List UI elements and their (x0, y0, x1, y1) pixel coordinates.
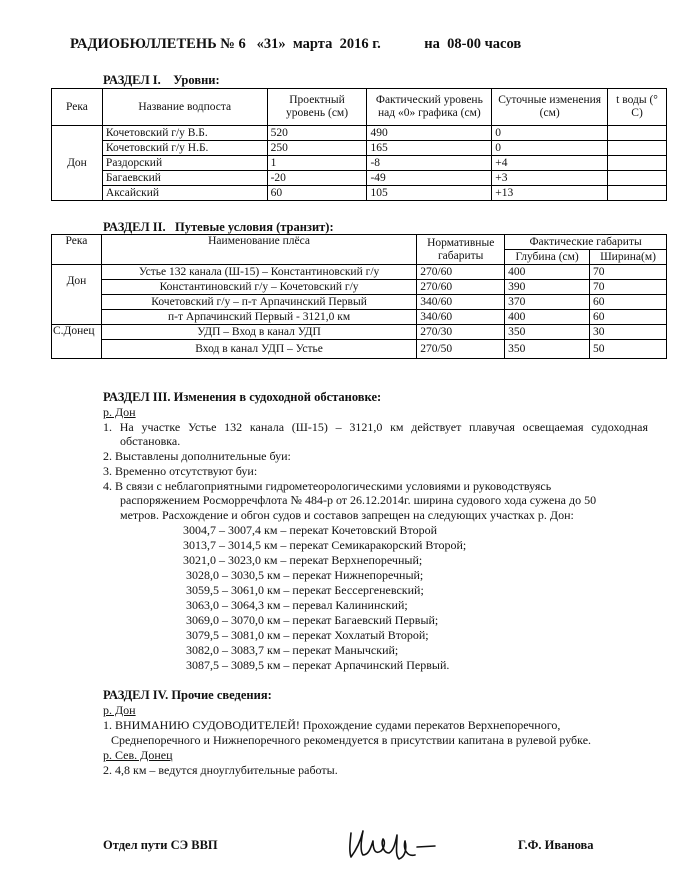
signature-mark (345, 825, 440, 865)
water-temp (608, 171, 667, 186)
signer-name: Г.Ф. Иванова (518, 838, 594, 852)
fact-width: 60 (590, 295, 667, 310)
section3-item4-cont1: распоряжением Росморречфлота № 484-р от 26.12.2014г. ширина судового хода сужена до 50 (120, 493, 597, 507)
fact-depth: 350 (505, 325, 590, 340)
water-temp (608, 156, 667, 171)
reach-name: Константиновский г/у – Кочетовский г/у (101, 280, 416, 295)
table-row (52, 141, 667, 156)
restricted-segment: 3087,5 – 3089,5 км – перекат Арпачинский Первый. (186, 658, 450, 672)
levels-header-river: Река (52, 89, 103, 126)
levels-header-name: Название водпоста (102, 89, 267, 126)
daily-change: +3 (492, 171, 608, 186)
station-name: Багаевский (102, 171, 267, 186)
table-row (52, 171, 667, 186)
daily-change: +13 (492, 186, 608, 201)
station-name: Кочетовский г/у Н.Б. (102, 141, 267, 156)
levels-header-daily: Суточные изменения (см) (492, 89, 608, 126)
fact-width: 70 (590, 280, 667, 295)
transit-header-row (52, 235, 667, 250)
daily-change: 0 (492, 126, 608, 141)
restricted-segment: 3063,0 – 3064,3 км – перевал Калининский; (186, 598, 408, 612)
levels-river-don: Дон (52, 126, 103, 201)
section3-river: р. Дон (103, 405, 136, 419)
bulletin-title: РАДИОБЮЛЛЕТЕНЬ № 6 «31» марта 2016 г. на 08-00 часов (70, 36, 522, 52)
restricted-segment: 3069,0 – 3070,0 км – перекат Багаевский Первый; (186, 613, 439, 627)
levels-header-row (52, 89, 667, 126)
section4-heading: РАЗДЕЛ IV. Прочие сведения: (103, 688, 272, 702)
reach-name: УДП – Вход в канал УДП (101, 325, 416, 340)
restricted-segment: 3021,0 – 3023,0 км – перекат Верхнепоречный; (183, 553, 423, 567)
station-name: Раздорский (102, 156, 267, 171)
actual-level: -49 (367, 171, 492, 186)
table-row (52, 280, 667, 295)
actual-level: 165 (367, 141, 492, 156)
transit-river-don: Дон (52, 265, 102, 325)
design-level: 250 (267, 141, 367, 156)
section4-item1: 1. ВНИМАНИЮ СУДОВОДИТЕЛЕЙ! Прохождение судами перекатов Верхнепоречного, (103, 718, 561, 732)
section2-heading: РАЗДЕЛ II. Путевые условия (транзит): (103, 220, 334, 234)
station-name: Кочетовский г/у В.Б. (102, 126, 267, 141)
reach-name: п-т Арпачинский Первый - 3121,0 км (101, 310, 416, 325)
design-level: 520 (267, 126, 367, 141)
levels-header-design: Проектный уровень (см) (267, 89, 367, 126)
table-row (52, 325, 667, 340)
norm-dims: 340/60 (417, 310, 505, 325)
fact-depth: 400 (505, 265, 590, 280)
fact-depth: 390 (505, 280, 590, 295)
design-level: -20 (267, 171, 367, 186)
table-row (52, 156, 667, 171)
section1-heading: РАЗДЕЛ I. Уровни: (103, 73, 220, 87)
fact-width: 60 (590, 310, 667, 325)
reach-name: Устье 132 канала (Ш-15) – Константиновский г/у (101, 265, 416, 280)
fact-depth: 350 (505, 340, 590, 359)
section4-river-don: р. Дон (103, 703, 136, 717)
fact-width: 30 (590, 325, 667, 340)
restricted-segment: 3082,0 – 3083,7 км – перекат Манычский; (186, 643, 399, 657)
fact-depth: 370 (505, 295, 590, 310)
daily-change: 0 (492, 141, 608, 156)
levels-header-actual: Фактический уровень над «0» графика (см) (367, 89, 492, 126)
restricted-segment: 3079,5 – 3081,0 км – перекат Хохлатый Второй; (186, 628, 429, 642)
restricted-segment: 3028,0 – 3030,5 км – перекат Нижнепоречный; (186, 568, 424, 582)
actual-level: -8 (367, 156, 492, 171)
daily-change: +4 (492, 156, 608, 171)
reach-name: Вход в канал УДП – Устье (101, 340, 416, 359)
section3-item4-cont2: метров. Расхождение и обгон судов и составов запрещен на следующих участках р. Дон: (120, 508, 574, 522)
department-name: Отдел пути СЭ ВВП (103, 838, 218, 852)
water-temp (608, 126, 667, 141)
transit-header-river: Река (52, 235, 102, 265)
transit-header-depth: Глубина (см) (505, 250, 590, 265)
norm-dims: 270/60 (417, 265, 505, 280)
section3-item2: 2. Выставлены дополнительные буи: (103, 449, 291, 463)
section4-item2: 2. 4,8 км – ведутся дноуглубительные работы. (103, 763, 338, 777)
design-level: 60 (267, 186, 367, 201)
design-level: 1 (267, 156, 367, 171)
reach-name: Кочетовский г/у – п-т Арпачинский Первый (101, 295, 416, 310)
section3-item1-cont: обстановка. (120, 434, 181, 448)
section4-river-donets: р. Сев. Донец (103, 748, 173, 762)
section4-item1-cont: Среднепоречного и Нижнепоречного рекомендуется в присутствии капитана в рулевой рубке. (111, 733, 592, 747)
restricted-segment: 3004,7 – 3007,4 км – перекат Кочетовский Второй (183, 523, 438, 537)
restricted-segment: 3013,7 – 3014,5 км – перекат Семикаракорский Второй; (183, 538, 467, 552)
table-row (52, 295, 667, 310)
station-name: Аксайский (102, 186, 267, 201)
restricted-segment: 3059,5 – 3061,0 км – перекат Бессергеневский; (186, 583, 424, 597)
transit-header-norm: Нормативные габариты (417, 235, 505, 265)
fact-width: 70 (590, 265, 667, 280)
norm-dims: 270/30 (417, 325, 505, 340)
table-row (52, 310, 667, 325)
table-row (52, 186, 667, 201)
fact-depth: 400 (505, 310, 590, 325)
levels-header-temp: t воды (° C) (608, 89, 667, 126)
norm-dims: 340/60 (417, 295, 505, 310)
transit-header-fact: Фактические габариты (505, 235, 667, 250)
norm-dims: 270/60 (417, 280, 505, 295)
fact-width: 50 (590, 340, 667, 359)
section3-item3: 3. Временно отсутствуют буи: (103, 464, 258, 478)
water-temp (608, 186, 667, 201)
signature-image (345, 825, 440, 865)
table-row (52, 126, 667, 141)
table-row (52, 265, 667, 280)
transit-table (51, 234, 667, 359)
actual-level: 490 (367, 126, 492, 141)
section3-item4: 4. В связи с неблагоприятными гидрометеорологическими условиями и руководствуясь (103, 479, 552, 493)
section3-item1: 1. На участке Устье 132 канала (Ш-15) – 3121,0 км действует плавучая освещаемая судоходная (103, 420, 648, 434)
actual-level: 105 (367, 186, 492, 201)
norm-dims: 270/50 (417, 340, 505, 359)
transit-header-width: Ширина(м) (590, 250, 667, 265)
table-row (52, 340, 667, 359)
water-temp (608, 141, 667, 156)
transit-header-name: Наименование плёса (101, 235, 416, 265)
section3-heading: РАЗДЕЛ III. Изменения в судоходной обстановке: (103, 390, 382, 404)
transit-river-donets: С.Донец (52, 325, 102, 359)
levels-table (51, 88, 667, 201)
